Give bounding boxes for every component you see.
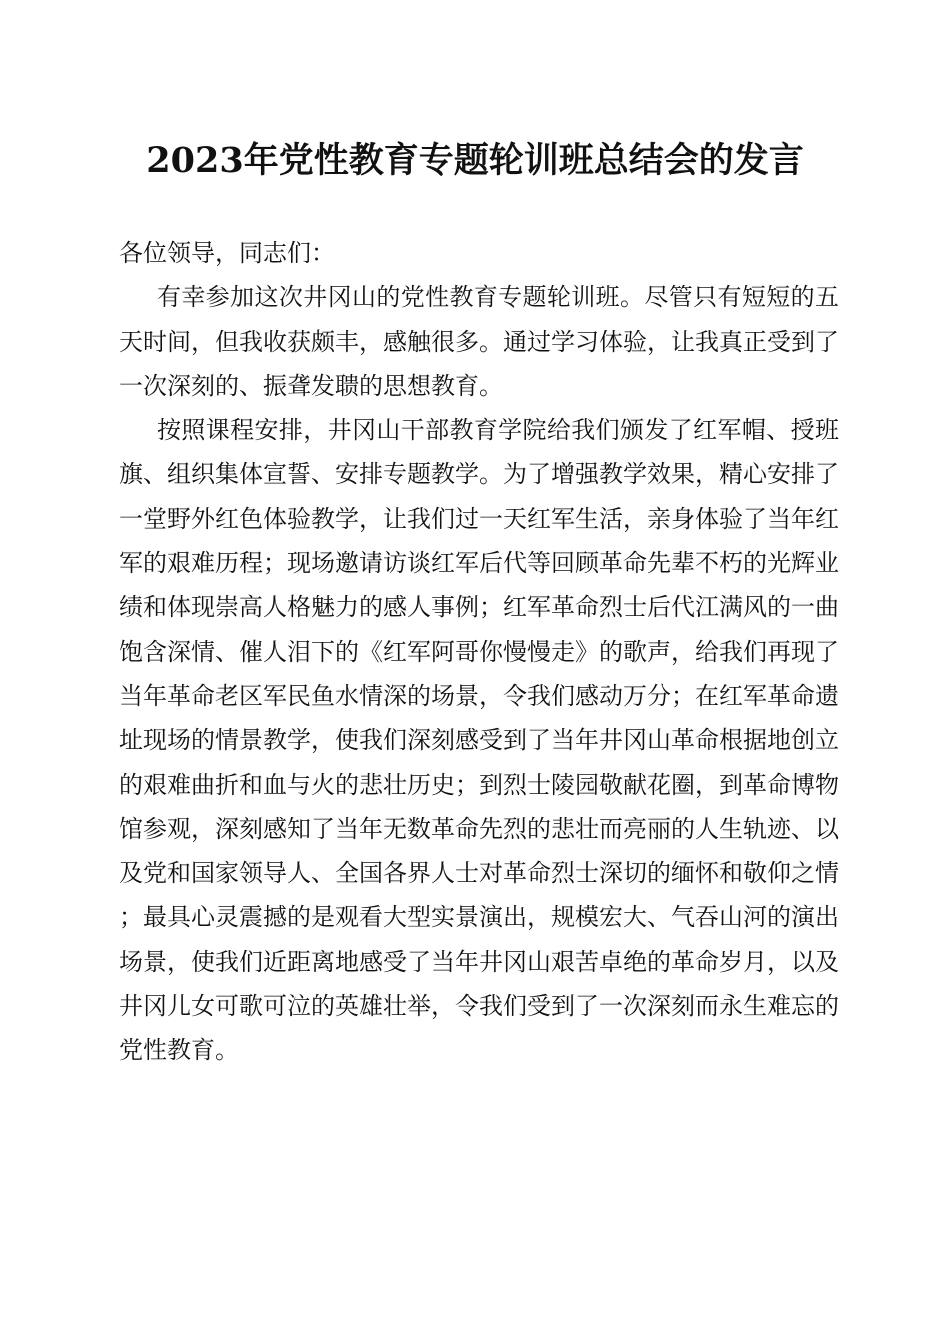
- paragraph-2: 按照课程安排，井冈山干部教育学院给我们颁发了红军帽、授班旗、组织集体宣誓、安排专题教学。为了增强教学效果，精心安排了一堂野外红色体验教学，让我们过一天红军生活，亲身体验了当年红军的艰难历程；现场邀请访谈红军后代等回顾革命先辈不朽的光辉业绩和体现崇高人格魅力的感人事例；红军革命烈士后代江满风的一曲饱含深情、催人泪下的《红军阿哥你慢慢走》的歌声，给我们再现了当年革命老区军民鱼水情深的场景，令我们感动万分；在红军革命遗址现场的情景教学，使我们深刻感受到了当年井冈山革命根据地创立的艰难曲折和血与火的悲壮历史；到烈士陵园敬献花圈，到革命博物馆参观，深刻感知了当年无数革命先烈的悲壮而亮丽的人生轨迹、以及党和国家领导人、全国各界人士对革命烈士深切的缅怀和敬仰之情；最具心灵震撼的是观看大型实景演出，规模宏大、气吞山河的演出场景，使我们近距离地感受了当年井冈山艰苦卓绝的革命岁月，以及井冈儿女可歌可泣的英雄壮举，令我们受到了一次深刻而永生难忘的党性教育。: [119, 416, 839, 1065]
- salutation: 各位领导，同志们：: [119, 239, 335, 267]
- document-title: 2023年党性教育专题轮训班总结会的发言: [146, 140, 804, 181]
- document-body: [119, 231, 839, 1073]
- paragraph-1: 有幸参加这次井冈山的党性教育专题轮训班。尽管只有短短的五天时间，但我收获颇丰，感触很多。通过学习体验，让我真正受到了一次深刻的、振聋发聩的思想教育。: [119, 283, 839, 400]
